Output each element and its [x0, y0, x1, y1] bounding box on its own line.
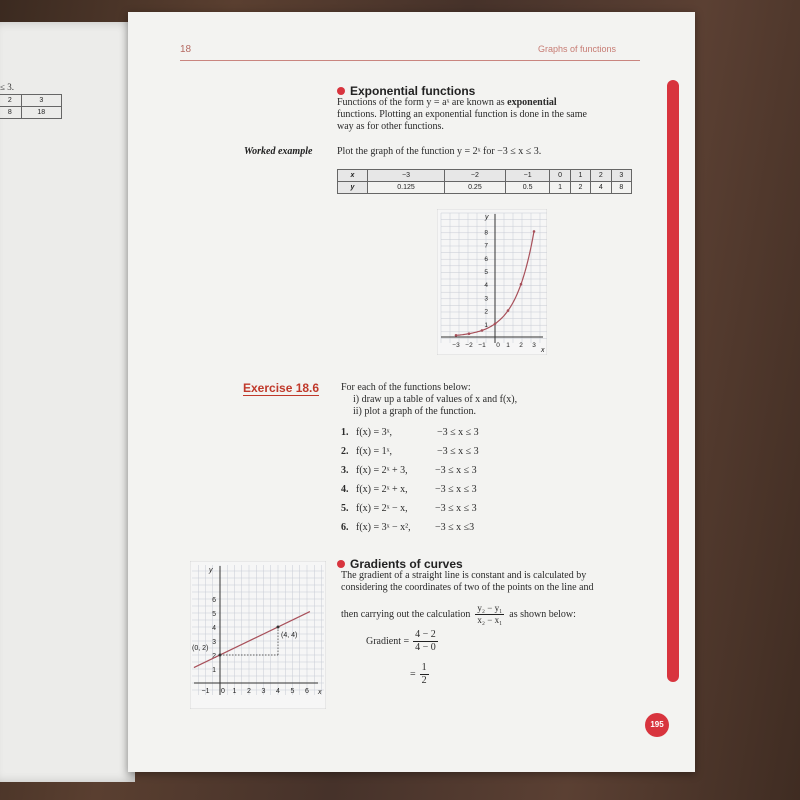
calc-numerator: 4 − 2 [415, 629, 436, 640]
x-tick-label: −1 [201, 688, 210, 695]
result-denominator: 2 [421, 675, 427, 686]
x-axis-label: x [541, 347, 545, 354]
gradient-result [410, 662, 429, 687]
y-tick-label: 4 [484, 282, 488, 290]
worked-example-text: Plot the graph of the function y = 2ˣ for −3 ≤ x ≤ 3. [337, 146, 542, 157]
table-cell: −2 [445, 170, 506, 182]
left-page-table [0, 94, 62, 119]
table-row-y [338, 182, 632, 194]
x-tick-label: 3 [261, 688, 266, 695]
data-point [455, 334, 458, 337]
data-point [507, 309, 510, 312]
point-a-marker [219, 654, 222, 657]
exercise-item-number: 6. [341, 522, 349, 533]
exponential-heading-text: Exponential functions [350, 84, 476, 98]
y-tick-label: 1 [212, 667, 216, 674]
exercise-item-number: 3. [341, 465, 349, 476]
values-table [337, 169, 632, 194]
y-tick-label: 8 [484, 229, 488, 237]
left-cell: 8 [0, 107, 21, 119]
table-cell: 0.5 [505, 182, 550, 194]
y-tick-label: 1 [484, 321, 488, 329]
graph-background [190, 561, 326, 709]
grad-line2: considering the coordinates of two of the points on the line and [341, 582, 594, 593]
exercise-item-range: −3 ≤ x ≤ 3 [435, 484, 477, 495]
page-number-badge: 195 [645, 713, 669, 737]
exercise-item [341, 465, 541, 484]
x-tick-label: 3 [532, 342, 536, 349]
data-point [533, 230, 536, 233]
table-cell: 8 [611, 182, 631, 194]
exercise-title: Exercise 18.6 [243, 381, 320, 395]
worked-example-label: Worked example [244, 146, 313, 157]
x-tick-label: −3 [452, 342, 460, 349]
exercise-item-function: f(x) = 2ˣ − x, [356, 503, 408, 514]
graph-background [437, 209, 547, 355]
exercise-item-range: −3 ≤ x ≤ 3 [435, 503, 477, 514]
gradients-formula-line [341, 603, 671, 626]
x-tick-label: 0 [496, 342, 500, 349]
y-tick-label: 7 [484, 242, 488, 250]
point-b-label: (4, 4) [281, 632, 298, 639]
exercise-item-number: 5. [341, 503, 349, 514]
data-point [481, 329, 484, 332]
exponential-graph [437, 209, 547, 355]
left-page [0, 22, 135, 782]
exercise-item-range: −3 ≤ x ≤ 3 [437, 446, 479, 457]
exercise-item-number: 2. [341, 446, 349, 457]
x-tick-label: 4 [276, 688, 280, 695]
table-cell: −3 [368, 170, 445, 182]
fraction-numerator: y₂ − y₁ [477, 603, 503, 613]
bullet-icon [337, 560, 345, 568]
red-margin-bar [667, 80, 679, 682]
point-b-marker [277, 626, 280, 629]
equals-sign: = [410, 668, 416, 680]
grad-line1: The gradient of a straight line is constant and is calculated by [341, 570, 587, 581]
x-tick-label: 1 [506, 342, 510, 349]
table-cell: 4 [591, 182, 611, 194]
grad-line3-end: as shown below: [509, 608, 576, 620]
y-tick-label: 3 [484, 295, 488, 303]
y-tick-label: 2 [212, 653, 216, 660]
table-cell: 0 [550, 170, 570, 182]
table-cell: 0.125 [368, 182, 445, 194]
x-tick-label: 5 [290, 688, 295, 695]
header-rule [180, 60, 640, 61]
gradient-calc [366, 629, 438, 654]
x-tick-label: −1 [478, 342, 486, 349]
table-cell: −1 [505, 170, 550, 182]
exercise-item-range: −3 ≤ x ≤3 [435, 522, 475, 533]
x-tick-label: 6 [305, 688, 309, 695]
exercise-item [341, 503, 541, 522]
x-tick-label: 2 [247, 688, 251, 695]
data-point [520, 283, 523, 286]
exercise-item-range: −3 ≤ x ≤ 3 [437, 427, 479, 438]
table-cell: 3 [611, 170, 631, 182]
exercise-item [341, 446, 541, 465]
exercise-item-number: 4. [341, 484, 349, 495]
header-page-number: 18 [180, 44, 192, 55]
gradients-paragraph [341, 570, 661, 594]
y-tick-label: 3 [212, 639, 216, 646]
exercise-item [341, 484, 541, 503]
exponential-paragraph [337, 97, 637, 133]
left-cell: 3 [21, 95, 61, 107]
exercise-item-number: 1. [341, 427, 349, 438]
grad-line3: then carrying out the calculation [341, 608, 471, 620]
exercise-item-function: f(x) = 1ˣ, [356, 446, 393, 457]
exp-line1: Functions of the form y = aˣ are known as [337, 97, 505, 108]
table-cell: 1 [550, 182, 570, 194]
exercise-step2: ii) plot a graph of the function. [353, 406, 477, 417]
x-tick-label: 1 [232, 688, 237, 695]
data-point [494, 323, 497, 326]
calc-fraction [413, 629, 438, 654]
exercise-intro: For each of the functions below: [341, 382, 471, 393]
y-tick-label: 6 [484, 255, 488, 263]
table-cell: 2 [570, 182, 590, 194]
data-point [468, 332, 471, 335]
y-tick-label: 5 [484, 269, 488, 276]
result-numerator: 1 [421, 662, 427, 673]
gradients-heading-text: Gradients of curves [350, 557, 463, 571]
left-cell: 18 [21, 107, 61, 119]
exercise-item-range: −3 ≤ x ≤ 3 [435, 465, 477, 476]
y-axis-label: y [209, 567, 213, 574]
x-axis-label: x [318, 689, 322, 696]
x-tick-label: −2 [465, 342, 473, 349]
left-cell: 2 [0, 95, 21, 107]
exp-line1-bold: exponential [507, 97, 557, 108]
header-chapter-title: Graphs of functions [538, 44, 617, 54]
gradient-line-graph [190, 561, 326, 709]
gradient-fraction [475, 603, 504, 626]
y-tick-label: 5 [212, 611, 216, 618]
table-header-y: y [338, 182, 368, 194]
y-tick-label: 6 [212, 597, 216, 604]
exercise-list [341, 427, 541, 541]
table-cell: 0.25 [445, 182, 506, 194]
table-cell: 2 [591, 170, 611, 182]
exercise-item [341, 427, 541, 446]
exp-line3: way as for other functions. [337, 121, 444, 132]
exercise-item-function: f(x) = 2ˣ + x, [356, 484, 408, 495]
y-tick-label: 4 [212, 625, 216, 632]
gradient-label: Gradient = [366, 635, 410, 647]
left-page-fragment-text: ≤ 3. [0, 82, 14, 92]
y-axis-label: y [485, 214, 489, 221]
y-tick-label: 2 [484, 308, 488, 316]
x-tick-label: 2 [519, 342, 523, 349]
exp-line2: functions. Plotting an exponential function is done in the same [337, 109, 587, 120]
exercise-item-function: f(x) = 3ˣ − x², [356, 522, 411, 533]
calc-denominator: 4 − 0 [415, 642, 436, 653]
fraction-denominator: x₂ − x₁ [477, 615, 503, 625]
exercise-step1: i) draw up a table of values of x and f(x), [353, 394, 518, 405]
point-a-label: (0, 2) [192, 645, 209, 652]
exercise-instructions [341, 382, 641, 418]
table-cell: 1 [570, 170, 590, 182]
exercise-item-function: f(x) = 3ˣ, [356, 427, 393, 438]
x-tick-label: 0 [221, 688, 225, 695]
exercise-item-function: f(x) = 2ˣ + 3, [356, 465, 408, 476]
table-header-x: x [338, 170, 368, 182]
result-fraction [420, 662, 429, 687]
bullet-icon [337, 87, 345, 95]
table-row-x [338, 170, 632, 182]
exercise-item [341, 522, 541, 541]
